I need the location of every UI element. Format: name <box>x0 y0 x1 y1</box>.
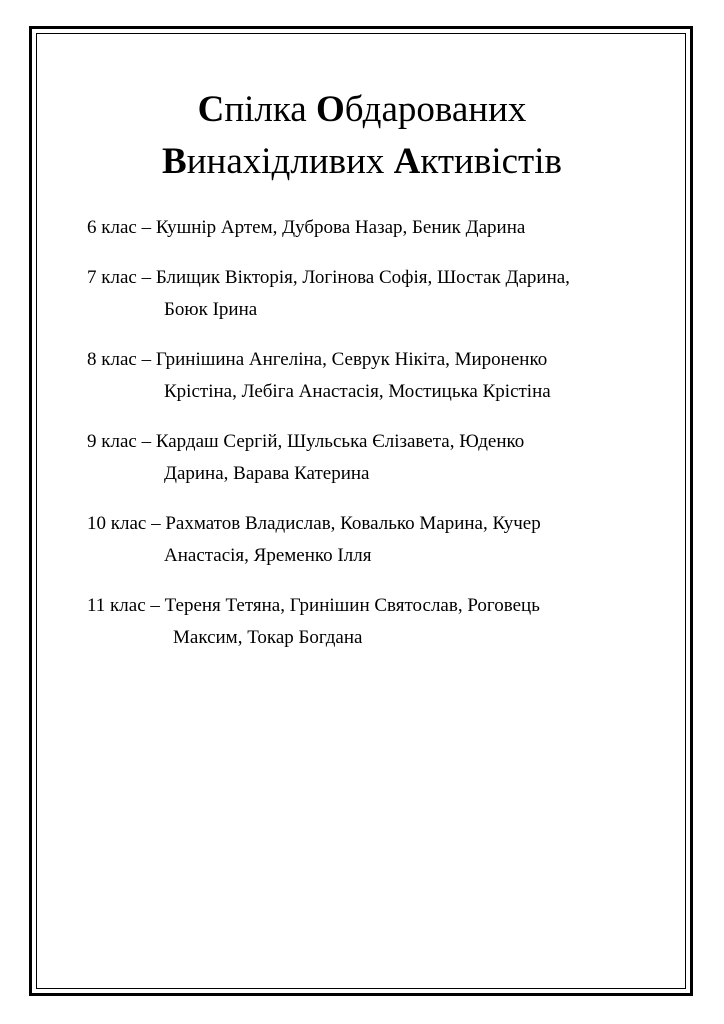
title-initial: В <box>162 141 187 182</box>
class-entry-8 <box>87 344 687 408</box>
class-entry-10 <box>87 508 687 572</box>
title-word-rest: пілка <box>224 89 316 130</box>
document-title <box>0 84 724 188</box>
class-member-list <box>87 212 687 654</box>
entry-line: 10 клас – Рахматов Владислав, Ковалько Марина, Кучер <box>87 513 541 534</box>
title-word-rest: инахідливих <box>186 141 394 182</box>
title-initial: С <box>197 89 225 130</box>
class-entry-7 <box>87 262 687 326</box>
title-line-1 <box>198 89 527 130</box>
entry-line-continued: Крістіна, Лебіга Анастасія, Мостицька Крістіна <box>164 381 551 402</box>
entry-line: 11 клас – Тереня Тетяна, Гринішин Святослав, Роговець <box>87 595 540 616</box>
class-entry-11 <box>87 590 687 654</box>
title-initial: А <box>393 141 421 182</box>
entry-line: 9 клас – Кардаш Сергій, Шульська Єлізавета, Юденко <box>87 431 525 452</box>
title-word-rest: бдарованих <box>344 89 527 130</box>
entry-line-continued: Дарина, Варава Катерина <box>164 463 370 484</box>
entry-line: 7 клас – Блищик Вікторія, Логінова Софія, Шостак Дарина, <box>87 267 570 288</box>
entry-line-continued: Анастасія, Яременко Ілля <box>164 545 372 566</box>
entry-line-continued: Максим, Токар Богдана <box>173 627 363 648</box>
class-entry-9 <box>87 426 687 490</box>
class-entry-6 <box>87 212 687 244</box>
title-initial: О <box>315 89 345 130</box>
entry-line: 8 клас – Гринішина Ангеліна, Севрук Нікіта, Мироненко <box>87 349 548 370</box>
title-line-2 <box>162 141 562 182</box>
entry-line: 6 клас – Кушнір Артем, Дуброва Назар, Беник Дарина <box>87 217 526 238</box>
entry-line-continued: Боюк Ірина <box>164 299 258 320</box>
title-word-rest: ктивістів <box>420 141 562 182</box>
